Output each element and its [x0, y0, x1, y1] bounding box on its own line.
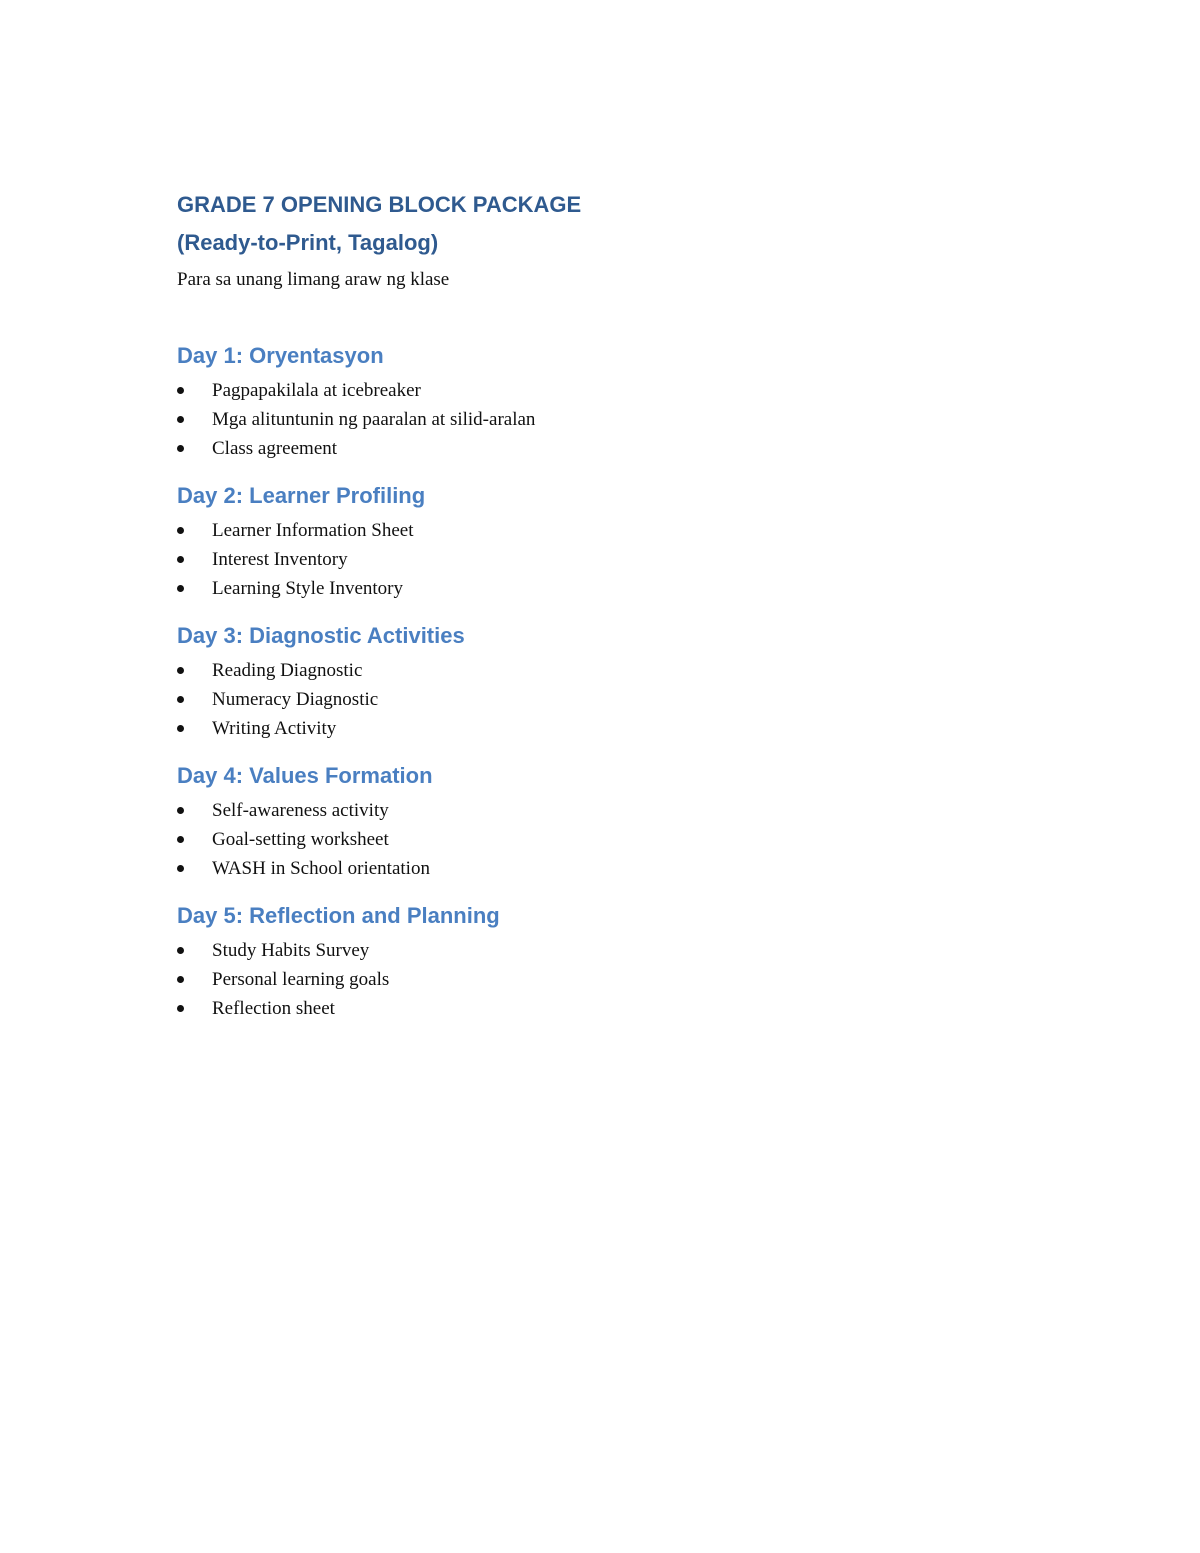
list-item-text: Self-awareness activity — [212, 800, 389, 821]
list-item — [177, 714, 1037, 743]
day-heading: Day 5: Reflection and Planning — [177, 903, 500, 928]
bullet-icon — [177, 1005, 184, 1012]
list-item-text: Numeracy Diagnostic — [212, 689, 379, 710]
list-item-text: Learning Style Inventory — [212, 578, 404, 599]
list-item — [177, 965, 1037, 994]
list-item-text: Interest Inventory — [212, 549, 348, 570]
list-item — [177, 434, 1037, 463]
day-section-2 — [177, 481, 1037, 603]
day-heading: Day 4: Values Formation — [177, 763, 433, 788]
list-item-text: Reading Diagnostic — [212, 660, 363, 681]
list-item — [177, 545, 1037, 574]
bullet-icon — [177, 527, 184, 534]
day-item-list — [177, 796, 1037, 883]
document-subtitle: (Ready-to-Print, Tagalog) — [177, 230, 439, 255]
bullet-icon — [177, 585, 184, 592]
list-item-text: Goal-setting worksheet — [212, 829, 389, 850]
day-heading: Day 1: Oryentasyon — [177, 343, 384, 368]
bullet-icon — [177, 696, 184, 703]
document-intro: Para sa unang limang araw ng klase — [177, 269, 450, 290]
list-item — [177, 936, 1037, 965]
day-section-1 — [177, 341, 1037, 463]
list-item-text: Study Habits Survey — [212, 940, 370, 961]
bullet-icon — [177, 416, 184, 423]
day-item-list — [177, 936, 1037, 1023]
bullet-icon — [177, 807, 184, 814]
document-content — [177, 190, 1037, 1023]
bullet-icon — [177, 976, 184, 983]
day-item-list — [177, 656, 1037, 743]
list-item — [177, 825, 1037, 854]
list-item-text: Pagpapakilala at icebreaker — [212, 380, 421, 401]
bullet-icon — [177, 865, 184, 872]
list-item — [177, 574, 1037, 603]
list-item-text: Writing Activity — [212, 718, 337, 739]
day-item-list — [177, 376, 1037, 463]
bullet-icon — [177, 667, 184, 674]
list-item — [177, 994, 1037, 1023]
day-section-4 — [177, 761, 1037, 883]
list-item — [177, 685, 1037, 714]
day-section-3 — [177, 621, 1037, 743]
list-item-text: Reflection sheet — [212, 998, 335, 1019]
bullet-icon — [177, 947, 184, 954]
list-item-text: Mga alituntunin ng paaralan at silid-aralan — [212, 409, 536, 430]
bullet-icon — [177, 387, 184, 394]
list-item-text: Class agreement — [212, 438, 338, 459]
list-item — [177, 796, 1037, 825]
bullet-icon — [177, 445, 184, 452]
list-item — [177, 376, 1037, 405]
bullet-icon — [177, 556, 184, 563]
day-heading: Day 2: Learner Profiling — [177, 483, 426, 508]
list-item-text: WASH in School orientation — [212, 858, 430, 879]
day-section-5 — [177, 901, 1037, 1023]
list-item — [177, 516, 1037, 545]
day-heading: Day 3: Diagnostic Activities — [177, 623, 465, 648]
list-item — [177, 405, 1037, 434]
document-title: GRADE 7 OPENING BLOCK PACKAGE — [177, 192, 582, 217]
list-item-text: Learner Information Sheet — [212, 520, 414, 541]
list-item — [177, 656, 1037, 685]
bullet-icon — [177, 836, 184, 843]
day-item-list — [177, 516, 1037, 603]
bullet-icon — [177, 725, 184, 732]
list-item — [177, 854, 1037, 883]
list-item-text: Personal learning goals — [212, 969, 390, 990]
